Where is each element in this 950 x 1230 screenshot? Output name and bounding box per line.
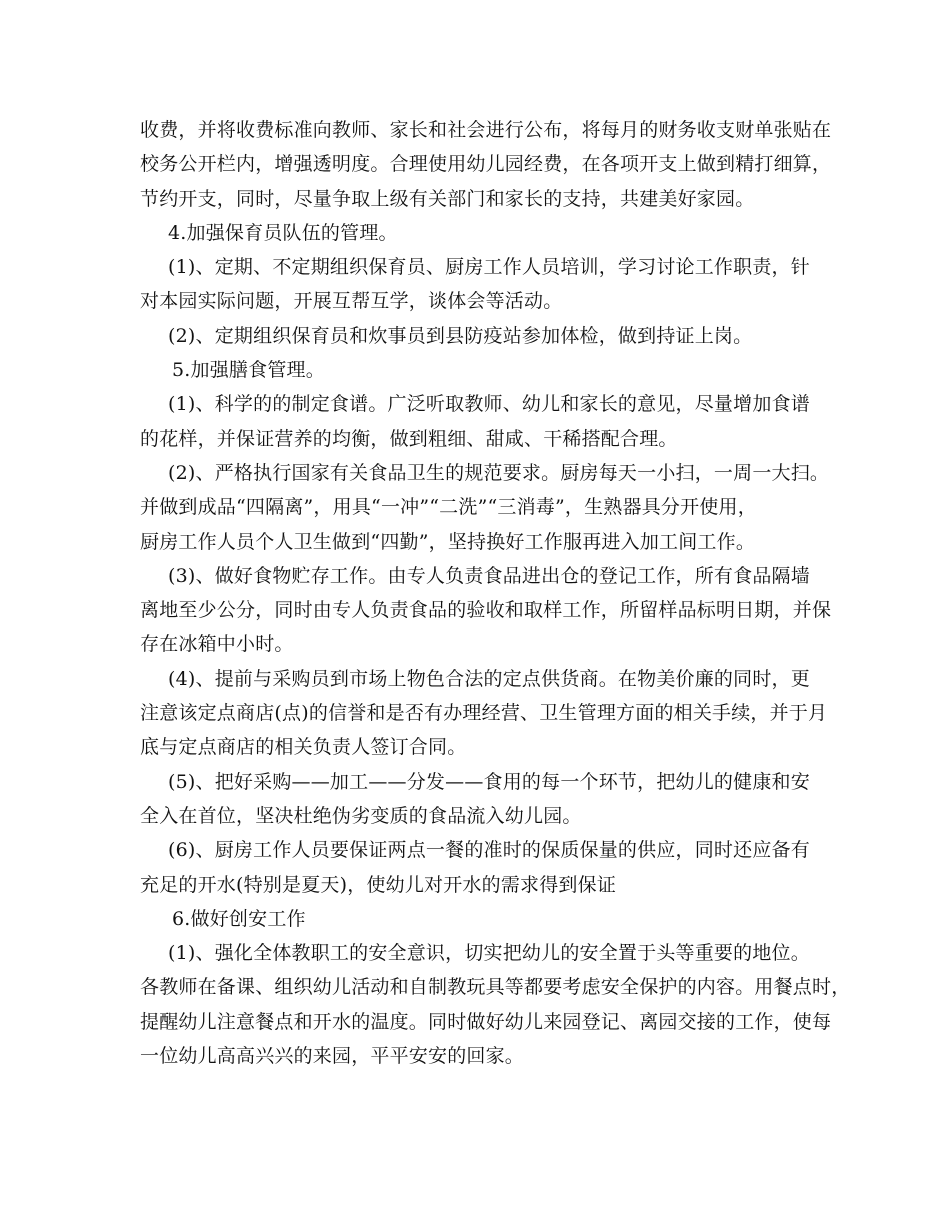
paragraph-line: 一位幼儿高高兴兴的来园，平平安安的回家。	[140, 1045, 525, 1068]
paragraph-line: (5)、把好采购——加工——分发——食用的每一个环节，把幼儿的健康和安	[168, 770, 810, 793]
paragraph-line: 存在冰箱中小时。	[140, 633, 294, 656]
paragraph-line: 厨房工作人员个人卫生做到“四勤”，坚持换好工作服再进入加工间工作。	[140, 530, 756, 553]
paragraph-line: (1)、强化全体教职工的安全意识，切实把幼儿的安全置于头等重要的地位。	[168, 942, 810, 965]
section-heading-5: 5.加强膳食管理。	[172, 359, 325, 382]
paragraph-line: 校务公开栏内，增强透明度。合理使用幼儿园经费，在各项开支上做到精打细算，	[140, 153, 832, 176]
paragraph-line: (3)、做好食物贮存工作。由专人负责食品进出仓的登记工作，所有食品隔墙	[168, 564, 810, 587]
paragraph-line: 底与定点商店的相关负责人签订合同。	[140, 736, 467, 759]
paragraph-line: 各教师在备课、组织幼儿活动和自制教玩具等都要考虑安全保护的内容。用餐点时，	[140, 976, 851, 999]
paragraph-line: 注意该定点商店(点)的信誉和是否有办理经营、卫生管理方面的相关手续，并于月	[140, 702, 828, 725]
paragraph-line: 全入在首位，坚决杜绝伪劣变质的食品流入幼儿园。	[140, 804, 582, 827]
document-body	[140, 113, 851, 1073]
paragraph-line: (1)、定期、不定期组织保育员、厨房工作人员培训，学习讨论工作职责，针	[168, 256, 810, 279]
paragraph-line: 离地至少公分，同时由专人负责食品的验收和取样工作，所留样品标明日期，并保	[140, 599, 832, 622]
paragraph-line: 并做到成品“四隔离”，用具“一冲”“二洗”“三消毒”，生熟器具分开使用，	[140, 496, 757, 519]
paragraph-line: (2)、严格执行国家有关食品卫生的规范要求。厨房每天一小扫，一周一大扫。	[168, 461, 830, 484]
paragraph-line: 收费，并将收费标准向教师、家长和社会进行公布，将每月的财务收支财单张贴在	[140, 119, 832, 141]
paragraph-line: (6)、厨房工作人员要保证两点一餐的准时的保质保量的供应，同时还应备有	[168, 839, 810, 862]
paragraph-line: 的花样，并保证营养的均衡，做到粗细、甜咸、干稀搭配合理。	[140, 427, 678, 450]
section-heading-6: 6.做好创安工作	[172, 907, 306, 930]
paragraph-line: (4)、提前与采购员到市场上物色合法的定点供货商。在物美价廉的同时，更	[168, 667, 810, 690]
paragraph-line: 节约开支，同时，尽量争取上级有关部门和家长的支持，共建美好家园。	[140, 187, 755, 210]
paragraph-line: (1)、科学的的制定食谱。广泛听取教师、幼儿和家长的意见，尽量增加食谱	[168, 393, 810, 416]
paragraph-line: 充足的开水(特别是夏天)，使幼儿对开水的需求得到保证	[140, 873, 617, 896]
paragraph-line: (2)、定期组织保育员和炊事员到县防疫站参加体检，做到持证上岗。	[168, 324, 753, 347]
section-heading-4: 4.加强保育员队伍的管理。	[168, 221, 398, 244]
paragraph-line: 对本园实际问题，开展互帮互学，谈体会等活动。	[140, 290, 563, 313]
paragraph-line: 提醒幼儿注意餐点和开水的温度。同时做好幼儿来园登记、离园交接的工作，使每	[140, 1010, 832, 1033]
